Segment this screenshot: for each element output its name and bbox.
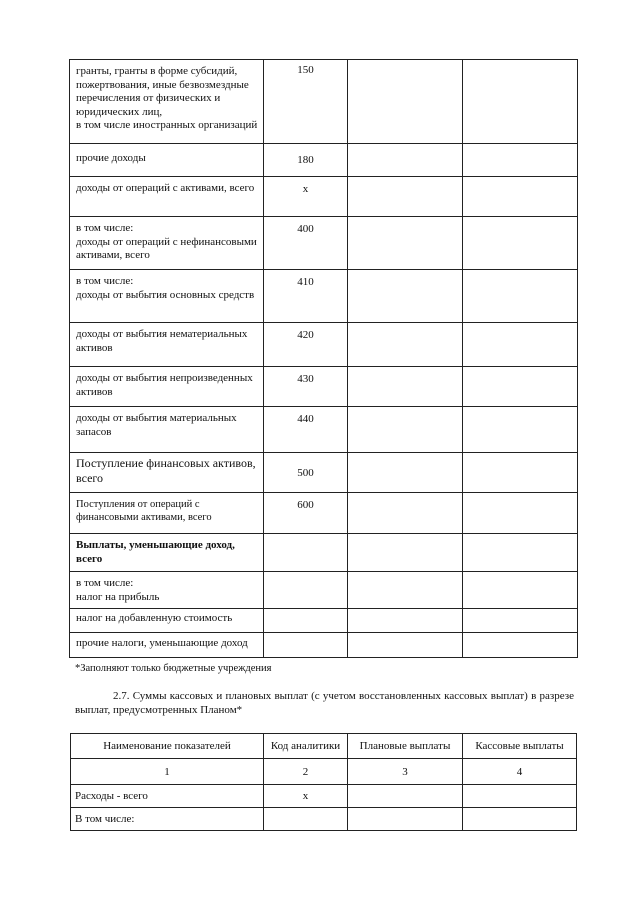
planned-cell: [348, 453, 463, 493]
table-row: [70, 217, 578, 270]
actual-cell: [463, 808, 577, 831]
row-code: 410: [264, 270, 348, 323]
row-code: 150: [264, 60, 348, 144]
actual-cell: [463, 60, 578, 144]
row-code: [264, 633, 348, 658]
row-label: Поступление финансовых активов, всего: [70, 453, 264, 493]
column-number: 2: [264, 759, 348, 785]
column-header: Код аналитики: [264, 734, 348, 759]
planned-cell: [348, 572, 463, 609]
row-code: x: [264, 177, 348, 217]
row-label: доходы от выбытия материальных запасов: [70, 407, 264, 453]
row-label: доходы от выбытия нематериальных активов: [70, 323, 264, 367]
actual-cell: [463, 323, 578, 367]
row-label: гранты, гранты в форме субсидий, пожертвования, иные безвозмездные перечисления от физических и юридических лиц, в том числе иностранных организаций: [70, 60, 264, 144]
planned-cell: [348, 270, 463, 323]
planned-cell: [348, 407, 463, 453]
revenue-table: [69, 59, 578, 658]
table-row: [70, 493, 578, 534]
row-code: [264, 808, 348, 831]
row-code: x: [264, 785, 348, 808]
actual-cell: [463, 367, 578, 407]
section-heading-2-7: 2.7. Суммы кассовых и плановых выплат (с учетом восстановленных кассовых выплат) в разрезе выплат, предусмотренных Планом*: [75, 690, 574, 716]
column-number: 3: [348, 759, 463, 785]
row-label: в том числе: налог на прибыль: [70, 572, 264, 609]
row-code: [264, 609, 348, 633]
row-label: Поступления от операций с финансовыми активами, всего: [70, 493, 264, 534]
table-row: [70, 60, 578, 144]
planned-cell: [348, 785, 463, 808]
table-row: [70, 177, 578, 217]
row-label: прочие налоги, уменьшающие доход: [70, 633, 264, 658]
table-row: [70, 633, 578, 658]
planned-cell: [348, 609, 463, 633]
actual-cell: [463, 534, 578, 572]
column-header: Кассовые выплаты: [463, 734, 577, 759]
column-header: Плановые выплаты: [348, 734, 463, 759]
row-label: доходы от операций с активами, всего: [70, 177, 264, 217]
table-row: [70, 453, 578, 493]
table-row: [70, 323, 578, 367]
planned-cell: [348, 493, 463, 534]
planned-cell: [348, 217, 463, 270]
planned-cell: [348, 144, 463, 177]
actual-cell: [463, 177, 578, 217]
row-code: 500: [264, 453, 348, 493]
table-row: [70, 534, 578, 572]
column-number: 1: [71, 759, 264, 785]
planned-cell: [348, 177, 463, 217]
row-code: 180: [264, 144, 348, 177]
column-number: 4: [463, 759, 577, 785]
actual-cell: [463, 572, 578, 609]
actual-cell: [463, 270, 578, 323]
row-label: В том числе:: [71, 808, 264, 831]
column-header: Наименование показателей: [71, 734, 264, 759]
actual-cell: [463, 785, 577, 808]
actual-cell: [463, 144, 578, 177]
table-row: [70, 270, 578, 323]
row-label: Выплаты, уменьшающие доход, всего: [70, 534, 264, 572]
actual-cell: [463, 493, 578, 534]
planned-cell: [348, 534, 463, 572]
actual-cell: [463, 407, 578, 453]
table-row: [71, 808, 577, 831]
row-label: Расходы - всего: [71, 785, 264, 808]
table-row: [70, 407, 578, 453]
row-label: прочие доходы: [70, 144, 264, 177]
row-code: [264, 534, 348, 572]
table-row: [71, 785, 577, 808]
planned-cell: [348, 633, 463, 658]
row-label: в том числе: доходы от операций с нефинансовыми активами, всего: [70, 217, 264, 270]
row-code: 420: [264, 323, 348, 367]
row-code: [264, 572, 348, 609]
footnote: *Заполняют только бюджетные учреждения: [75, 663, 272, 674]
planned-cell: [348, 808, 463, 831]
table-row: [70, 572, 578, 609]
actual-cell: [463, 633, 578, 658]
row-label: налог на добавленную стоимость: [70, 609, 264, 633]
row-code: 400: [264, 217, 348, 270]
table-row: [70, 609, 578, 633]
actual-cell: [463, 453, 578, 493]
row-label: в том числе: доходы от выбытия основных средств: [70, 270, 264, 323]
payments-table: [70, 733, 577, 831]
row-code: 430: [264, 367, 348, 407]
planned-cell: [348, 323, 463, 367]
table-row: [70, 367, 578, 407]
table-row: [70, 144, 578, 177]
actual-cell: [463, 609, 578, 633]
header-row: [71, 734, 577, 759]
row-code: 600: [264, 493, 348, 534]
column-number-row: [71, 759, 577, 785]
planned-cell: [348, 367, 463, 407]
planned-cell: [348, 60, 463, 144]
row-label: доходы от выбытия непроизведенных активов: [70, 367, 264, 407]
row-code: 440: [264, 407, 348, 453]
actual-cell: [463, 217, 578, 270]
